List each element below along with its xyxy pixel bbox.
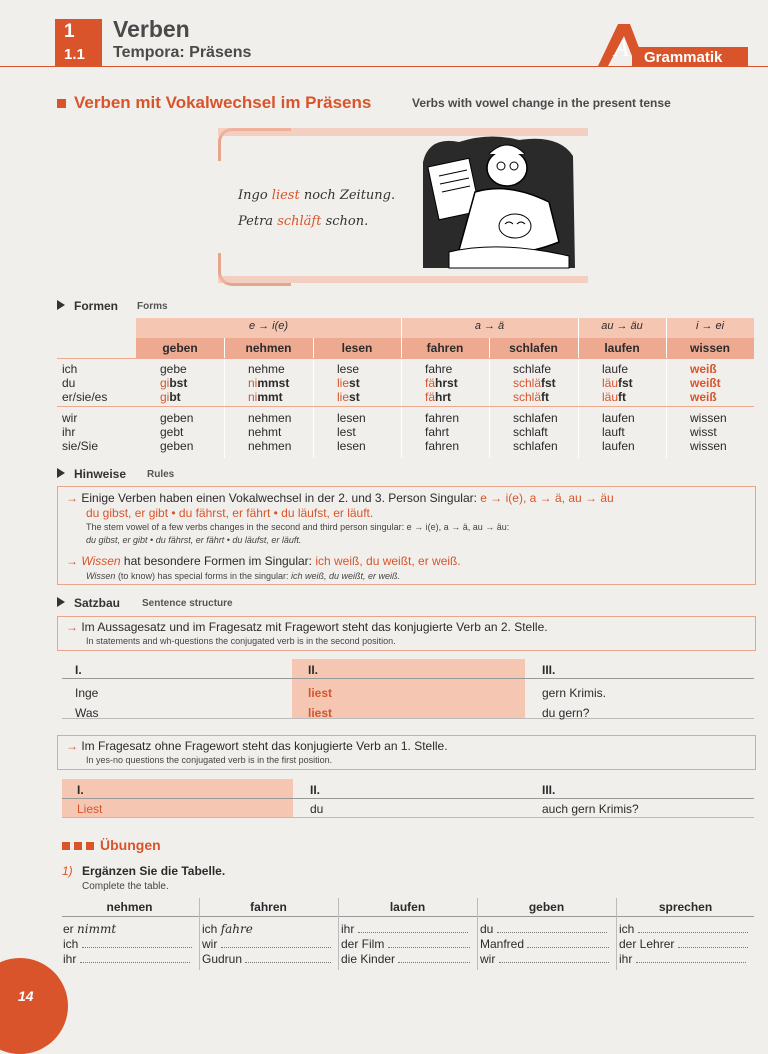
plural-form-cell: wissen <box>690 411 727 425</box>
exercise-blank-row[interactable]: ihr <box>341 922 470 936</box>
exercise-blank-row[interactable]: ich <box>63 937 192 951</box>
table1-bottom-rule <box>62 718 754 719</box>
singular-form-cell: nehme <box>248 362 285 376</box>
singular-form-cell: fährst <box>425 376 458 390</box>
table1-header-rule <box>62 678 754 679</box>
page-subtitle: Tempora: Präsens <box>113 44 252 61</box>
group-i-ei: i → ei <box>695 320 725 332</box>
section-translation: Verbs with vowel change in the present tense <box>412 96 671 110</box>
plural-form-cell: wissen <box>690 439 727 453</box>
exercise-verb-header: nehmen <box>106 900 153 914</box>
exercise-task: Ergänzen Sie die Tabelle. <box>82 864 226 878</box>
structure-translation: Sentence structure <box>142 598 233 609</box>
table2-bottom-rule <box>62 817 754 818</box>
plural-form-cell: fahrt <box>425 425 450 439</box>
plural-form-cell: lauft <box>602 425 625 439</box>
plural-form-cell: nehmen <box>248 411 292 425</box>
group-au-aeu: au → äu <box>601 320 643 332</box>
example-sentences <box>238 183 395 235</box>
persons-plural: wir ihr sie/Sie <box>62 411 99 453</box>
singular-form-cell: weiß <box>690 362 717 376</box>
rule-2-english: Wissen (to know) has special forms in the singular: ich weiß, du weißt, er weiß. <box>86 571 401 581</box>
structure-heading: Satzbau <box>57 596 120 610</box>
exercise-blank-row[interactable]: die Kinder <box>341 952 470 966</box>
rules-box <box>57 486 756 585</box>
square-icon <box>74 842 82 850</box>
plural-form-cell: gebt <box>160 425 184 439</box>
bracket-bottom-band <box>218 276 588 283</box>
exercise-blank-row[interactable]: ich <box>619 922 748 936</box>
group-a-ae: a → ä <box>474 320 505 332</box>
plural-form-cell: lesen <box>337 411 366 425</box>
triangle-bullet-icon <box>57 597 65 607</box>
exercise-blank-row[interactable]: ich fahre <box>202 922 253 936</box>
chapter-number-box <box>55 19 102 67</box>
exercise-verb-header: sprechen <box>658 900 713 914</box>
header-rule <box>0 66 565 67</box>
exercise-blank-row[interactable]: der Lehrer <box>619 937 748 951</box>
plural-form-cell: schlafen <box>513 411 558 425</box>
exercise-blank-row[interactable]: ihr <box>63 952 192 966</box>
table1-col-3: gern Krimis. du gern? <box>542 686 607 720</box>
plural-form-cell: lesen <box>337 439 366 453</box>
table2-header-1: I. <box>77 783 84 797</box>
structure-rule-2: → Im Fragesatz ohne Fragewort steht das konjugierte Verb an 1. Stelle. <box>66 739 448 753</box>
structure-rule-1-english: In statements and wh-questions the conjugated verb is in the second position. <box>86 636 396 646</box>
singular-form-cell: schlafe <box>513 362 552 376</box>
plural-form-cell: geben <box>160 411 194 425</box>
structure-rule-2-box <box>57 735 756 770</box>
square-icon <box>86 842 94 850</box>
singular-form-cell: läufst <box>602 376 633 390</box>
plural-form-cell: fahren <box>425 411 460 425</box>
table2-cell-2: du <box>310 802 324 816</box>
exercise-blank-row[interactable]: wir <box>202 937 331 951</box>
table2-header-2: II. <box>310 783 321 797</box>
verb-header-lesen: lesen <box>341 341 373 355</box>
chapter-number: 1 <box>64 21 75 42</box>
table1-header-1: I. <box>75 663 82 677</box>
example-line-2: Petra schläft schon. <box>238 214 369 229</box>
arrow-icon: → <box>66 620 78 634</box>
structure-rule-1: → Im Aussagesatz und im Fragesatz mit Fragewort steht das konjugierte Verb an 2. Stelle. <box>66 620 548 634</box>
singular-form-cell: weiß <box>690 390 717 404</box>
exercise-number: 1) <box>62 864 73 878</box>
plural-form-cell: lest <box>337 425 356 439</box>
singular-form-cell: fahre <box>425 362 453 376</box>
plural-form-cell: laufen <box>602 411 635 425</box>
page-title: Verben <box>113 16 190 42</box>
arrow-icon: → <box>66 739 78 753</box>
exercise-task-english: Complete the table. <box>82 881 169 892</box>
exercise-blank-row[interactable]: ihr <box>619 952 748 966</box>
forms-heading: Formen <box>57 299 118 313</box>
plural-form-cell: nehmen <box>248 439 292 453</box>
singular-form-cell: liest <box>337 376 360 390</box>
exercise-table <box>62 898 754 970</box>
exercises-heading: Übungen <box>62 837 161 853</box>
singular-form-cell: gibst <box>160 376 188 390</box>
triangle-bullet-icon <box>57 468 65 478</box>
page-number-badge <box>0 958 68 1054</box>
singular-form-cell: gibt <box>160 390 181 404</box>
verb-header-fahren: fahren <box>426 341 464 355</box>
table1-header-2: II. <box>308 663 319 677</box>
example-line-1: Ingo liest noch Zeitung. <box>238 188 396 203</box>
rule-1-examples: du gibst, er gibt • du fährst, er fährt • du läufst, er läuft. <box>86 506 374 520</box>
reading-man-cartoon-icon <box>419 132 577 270</box>
group-e-i: e → i(e) <box>248 320 289 332</box>
rule-1-english: The stem vowel of a few verbs changes in the second and third person singular: e → i(e), a → ä, au → äu: <box>86 522 510 532</box>
exercise-blank-row[interactable]: Manfred <box>480 937 609 951</box>
exercise-blank-row[interactable]: er nimmt <box>63 922 117 936</box>
heading-square-icon <box>57 99 66 108</box>
rules-translation: Rules <box>147 469 175 480</box>
table2-header-3: III. <box>542 783 556 797</box>
rule-1: → Einige Verben haben einen Vokalwechsel in der 2. und 3. Person Singular: e → i(e), a → ä, au → äu <box>66 491 614 505</box>
example-verb-liest: liest <box>271 188 300 203</box>
rule-1-english-examples: du gibst, er gibt • du fährst, er fährt • du läufst, er läuft. <box>86 535 302 545</box>
singular-form-cell: nimmt <box>248 390 283 404</box>
square-icon <box>62 842 70 850</box>
verb-header-geben: geben <box>162 341 198 355</box>
arrow-icon: → <box>66 491 78 505</box>
structure-rule-2-english: In yes-no questions the conjugated verb is in the first position. <box>86 755 333 765</box>
singular-form-cell: weißt <box>690 376 721 390</box>
table2-header-rule <box>62 798 754 799</box>
plural-form-cell: fahren <box>425 439 460 453</box>
singular-form-cell: lese <box>337 362 360 376</box>
exercise-verb-header: geben <box>528 900 565 914</box>
table1-header-3: III. <box>542 663 556 677</box>
triangle-bullet-icon <box>57 300 65 310</box>
persons-singular: ich du er/sie/es <box>62 362 108 404</box>
verb-header-schlafen: schlafen <box>509 341 558 355</box>
singular-form-cell: nimmst <box>248 376 290 390</box>
plural-form-cell: schlaft <box>513 425 548 439</box>
plural-form-cell: nehmt <box>248 425 282 439</box>
singular-form-cell: laufe <box>602 362 629 376</box>
singular-form-cell: schläfst <box>513 376 556 390</box>
plural-form-cell: schlafen <box>513 439 558 453</box>
example-verb-schlaeft: schläft <box>277 214 322 229</box>
arrow-icon: → <box>66 554 78 568</box>
singular-form-cell: läuft <box>602 390 627 404</box>
structure-rule-1-box <box>57 616 756 651</box>
table1-col-2: liest liest <box>308 686 333 720</box>
badge-label: Grammatik <box>644 49 723 66</box>
exercise-verb-header: laufen <box>389 900 426 914</box>
section-heading <box>57 93 371 113</box>
forms-translation: Forms <box>137 301 168 312</box>
verb-header-wissen: wissen <box>689 341 731 355</box>
singular-form-cell: liest <box>337 390 360 404</box>
page-number: 14 <box>18 988 34 1004</box>
plural-form-cell: wisst <box>690 425 717 439</box>
verb-header-laufen: laufen <box>604 341 640 355</box>
exercise-blank-row[interactable]: du <box>480 922 609 936</box>
section-number: 1.1 <box>64 46 85 63</box>
exercise-blank-row[interactable]: Gudrun <box>202 952 331 966</box>
exercise-blank-row[interactable]: der Film <box>341 937 470 951</box>
singular-form-cell: gebe <box>160 362 187 376</box>
section-title: Verben mit Vokalwechsel im Präsens <box>74 93 372 112</box>
svg-text:A: A <box>614 36 629 62</box>
singular-form-cell: fährt <box>425 390 452 404</box>
table1-col-1: Inge Was <box>75 686 99 720</box>
grammatik-badge <box>594 22 750 68</box>
singular-form-cell: schläft <box>513 390 550 404</box>
rule-2: → Wissen hat besondere Formen im Singular: ich weiß, du weißt, er weiß. <box>66 554 461 568</box>
exercise-blank-row[interactable]: wir <box>480 952 609 966</box>
plural-form-cell: geben <box>160 439 194 453</box>
verb-header-nehmen: nehmen <box>245 341 292 355</box>
rules-heading: Hinweise <box>57 467 126 481</box>
table2-cell-3: auch gern Krimis? <box>542 802 639 816</box>
plural-form-cell: laufen <box>602 439 635 453</box>
table2-cell-1: Liest <box>77 802 103 816</box>
exercise-verb-header: fahren <box>250 900 287 914</box>
